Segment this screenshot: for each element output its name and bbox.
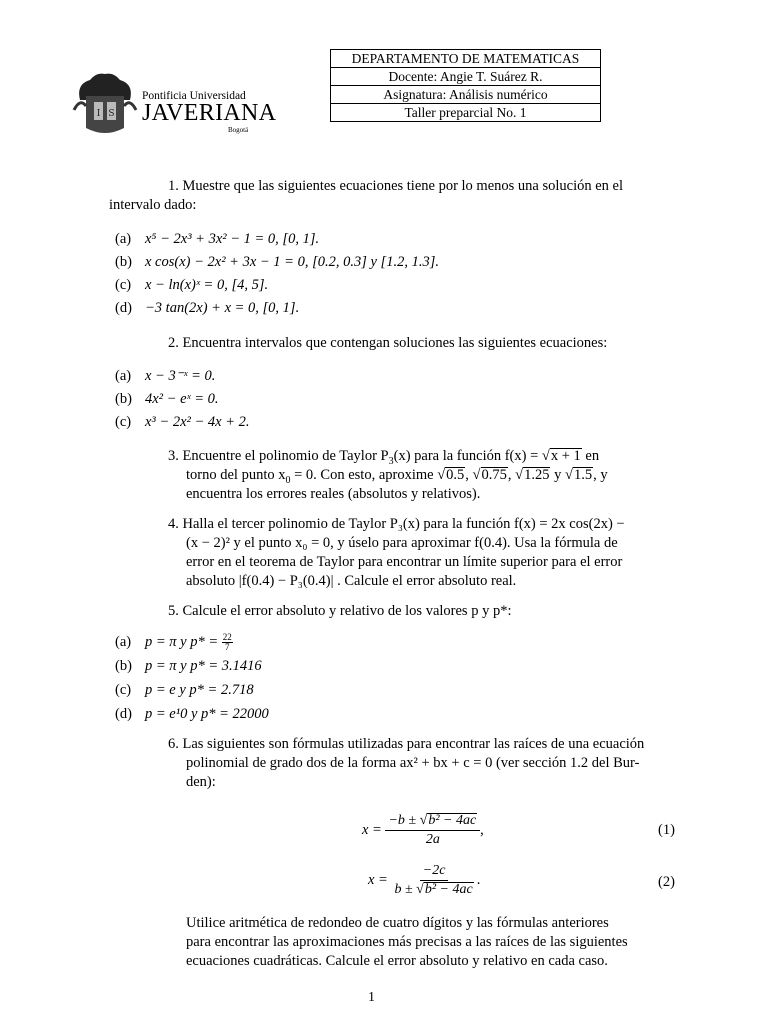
ex5-item-b (115, 657, 262, 677)
ex6-after3: ecuaciones cuadráticas. Calcule el error absoluto y relativo en cada caso. (186, 953, 608, 969)
crest-icon (72, 70, 138, 138)
ex3-sub3: 3 (388, 455, 394, 467)
ex4-line2: (x − 2)² y el punto x₀ = 0, y úselo para aproximar f(0.4). Usa la fórmula de (186, 535, 618, 551)
eq1-num-sqrt: b² − 4ac (428, 813, 477, 828)
item-label: (b) (115, 658, 132, 674)
ex3-text-2a: torno del punto x (186, 467, 286, 483)
ex5-item-c (115, 681, 254, 701)
subject-cell: Asignatura: Análisis numérico (331, 86, 601, 104)
ex6-line2: polinomial de grado dos de la forma ax² + bx + c = 0 (ver sección 1.2 del Bur- (186, 755, 640, 771)
item-label: (c) (115, 277, 132, 293)
item-math: x⁵ − 2x³ + 3x² − 1 = 0, [0, 1]. (145, 231, 320, 247)
item-math: x cos(x) − 2x² + 3x − 1 = 0, [0.2, 0.3] y [1.2, 1.3]. (145, 254, 439, 270)
ex6-text: Las siguientes son fórmulas utilizadas para encontrar las raíces de una ecuación (182, 736, 645, 752)
item-label: (c) (115, 682, 132, 698)
ex6-line3: den): (186, 774, 216, 790)
university-logo (72, 70, 277, 138)
svg-text:S: S (108, 109, 115, 119)
ex5-text: Calcule el error absoluto y relativo de los valores p y p*: (182, 603, 512, 619)
ex6-number: 6. (168, 736, 179, 752)
ex4-line1 (168, 515, 625, 535)
eq1-fraction (385, 812, 480, 849)
ex4-text: Halla el tercer polinomio de Taylor P₃(x) para la función f(x) = 2x cos(2x) − (182, 516, 625, 532)
ex5-number: 5. (168, 603, 179, 619)
ex1-text: Muestre que las siguientes ecuaciones tiene por lo menos una solución en el (182, 178, 624, 194)
item-label: (d) (115, 706, 132, 722)
item-math: p = π y p* = (145, 634, 219, 650)
fraction-denominator: 7 (225, 642, 230, 653)
ex3-number: 3. (168, 448, 179, 464)
ex1-number: 1. (168, 178, 179, 194)
ex6-after2: para encontrar las aproximaciones más precisas a las raíces de las siguientes (186, 934, 628, 950)
equation-1 (362, 812, 484, 849)
eq2-den-a: b ± (394, 882, 413, 897)
ex3-root4: 1.5 (573, 467, 593, 483)
eq1-tail: , (480, 822, 484, 838)
item-math: p = e¹0 y p* = 22000 (145, 706, 269, 722)
header-table (330, 49, 601, 122)
department-cell: DEPARTAMENTO DE MATEMATICAS (331, 50, 601, 68)
ex2-item-b (115, 390, 219, 410)
item-label: (a) (115, 231, 132, 247)
ex1-item-a (115, 230, 319, 250)
item-math: −3 tan(2x) + x = 0, [0, 1]. (145, 300, 300, 316)
item-label: (b) (115, 254, 132, 270)
ex3-root3: 1.25 (524, 467, 550, 483)
ex3-line2: torno del punto $x_0 = 0$. Con esto, aproxime √0.5, √0.75, √1.25 y √1.5, y (186, 467, 608, 486)
item-math: x − 3⁻ˣ = 0. (145, 368, 216, 384)
eq2-fraction (391, 862, 476, 899)
ex1-line2: intervalo dado: (109, 197, 197, 213)
ex3-line1: 3. Encuentre el polinomio de Taylor $P_3(x)$ para la función f(x) = √x + 1 en (168, 448, 600, 467)
eq1-numerator: −b ± √b² − 4ac (385, 812, 480, 831)
university-name-line1: Pontificia Universidad (142, 90, 246, 102)
teacher-cell: Docente: Angie T. Suárez R. (331, 68, 601, 86)
eq2-numerator: −2c (420, 862, 449, 881)
eq-lhs: x = (362, 822, 382, 838)
ex1-item-d (115, 299, 299, 319)
eq1-denominator: 2a (425, 832, 440, 847)
eq-lhs: x = (368, 872, 388, 888)
eq2-denominator: b ± √b² − 4ac (394, 882, 473, 897)
ex2-line1 (168, 334, 607, 354)
item-math: p = π y p* = 3.1416 (145, 658, 262, 674)
ex3-text-b: (x) para la función f(x) = (393, 448, 539, 464)
eq1-num-a: −b ± (388, 813, 417, 828)
svg-text:I: I (96, 109, 101, 119)
university-name-line2: JAVERIANA (142, 100, 277, 126)
item-label: (a) (115, 634, 132, 650)
eq2-tail: . (476, 872, 481, 888)
ex2-number: 2. (168, 335, 179, 351)
ex3-root1: 0.5 (446, 467, 465, 483)
item-math: p = e y p* = 2.718 (145, 682, 254, 698)
page-number: 1 (368, 990, 375, 1005)
ex2-item-a (115, 367, 215, 387)
item-label: (d) (115, 300, 132, 316)
ex3-text-c: en (585, 448, 600, 464)
ex5-item-d (115, 705, 269, 725)
item-math: x − ln(x)ˣ = 0, [4, 5]. (145, 277, 269, 293)
fraction-22-7 (222, 633, 233, 652)
ex3-sqrt-arg: x + 1 (550, 448, 581, 464)
ex4-line4: absoluto |f(0.4) − P₃(0.4)| . Calcule el error absoluto real. (186, 573, 517, 589)
ex2-item-c (115, 413, 249, 433)
eq2-den-sqrt: b² − 4ac (424, 882, 473, 897)
item-label: (c) (115, 414, 132, 430)
ex4-number: 4. (168, 516, 179, 532)
university-city: Bogotá (228, 126, 249, 134)
item-label: (b) (115, 391, 132, 407)
ex6-line1 (168, 735, 644, 755)
workshop-cell: Taller preparcial No. 1 (331, 104, 601, 122)
eq2-tag: (2) (658, 874, 675, 890)
ex2-text: Encuentra intervalos que contengan soluciones las siguientes ecuaciones: (182, 335, 608, 351)
ex3-sub0: 0 (285, 474, 291, 486)
item-label: (a) (115, 368, 132, 384)
eq1-tag: (1) (658, 822, 675, 838)
ex6-after1: Utilice aritmética de redondeo de cuatro dígitos y las fórmulas anteriores (186, 915, 609, 931)
fraction-numerator: 22 (222, 632, 232, 643)
ex1-item-b (115, 253, 439, 273)
equation-2 (368, 862, 480, 899)
ex5-item-a (115, 633, 233, 653)
item-math: x³ − 2x² − 4x + 2. (145, 414, 250, 430)
item-math: 4x² − eˣ = 0. (145, 391, 219, 407)
ex3-y: y (554, 467, 562, 483)
ex1-item-c (115, 276, 268, 296)
ex3-text-a: Encuentre el polinomio de Taylor P (182, 448, 389, 464)
ex5-line1 (168, 602, 511, 622)
ex3-line3: encuentra los errores reales (absolutos y relativos). (186, 486, 481, 502)
ex3-text-2b: = 0. Con esto, aproxime (294, 467, 434, 483)
ex4-line3: error en el teorema de Taylor para encontrar un límite superior para el error (186, 554, 623, 570)
ex1-line1 (168, 177, 623, 197)
ex3-root2: 0.75 (481, 467, 507, 483)
